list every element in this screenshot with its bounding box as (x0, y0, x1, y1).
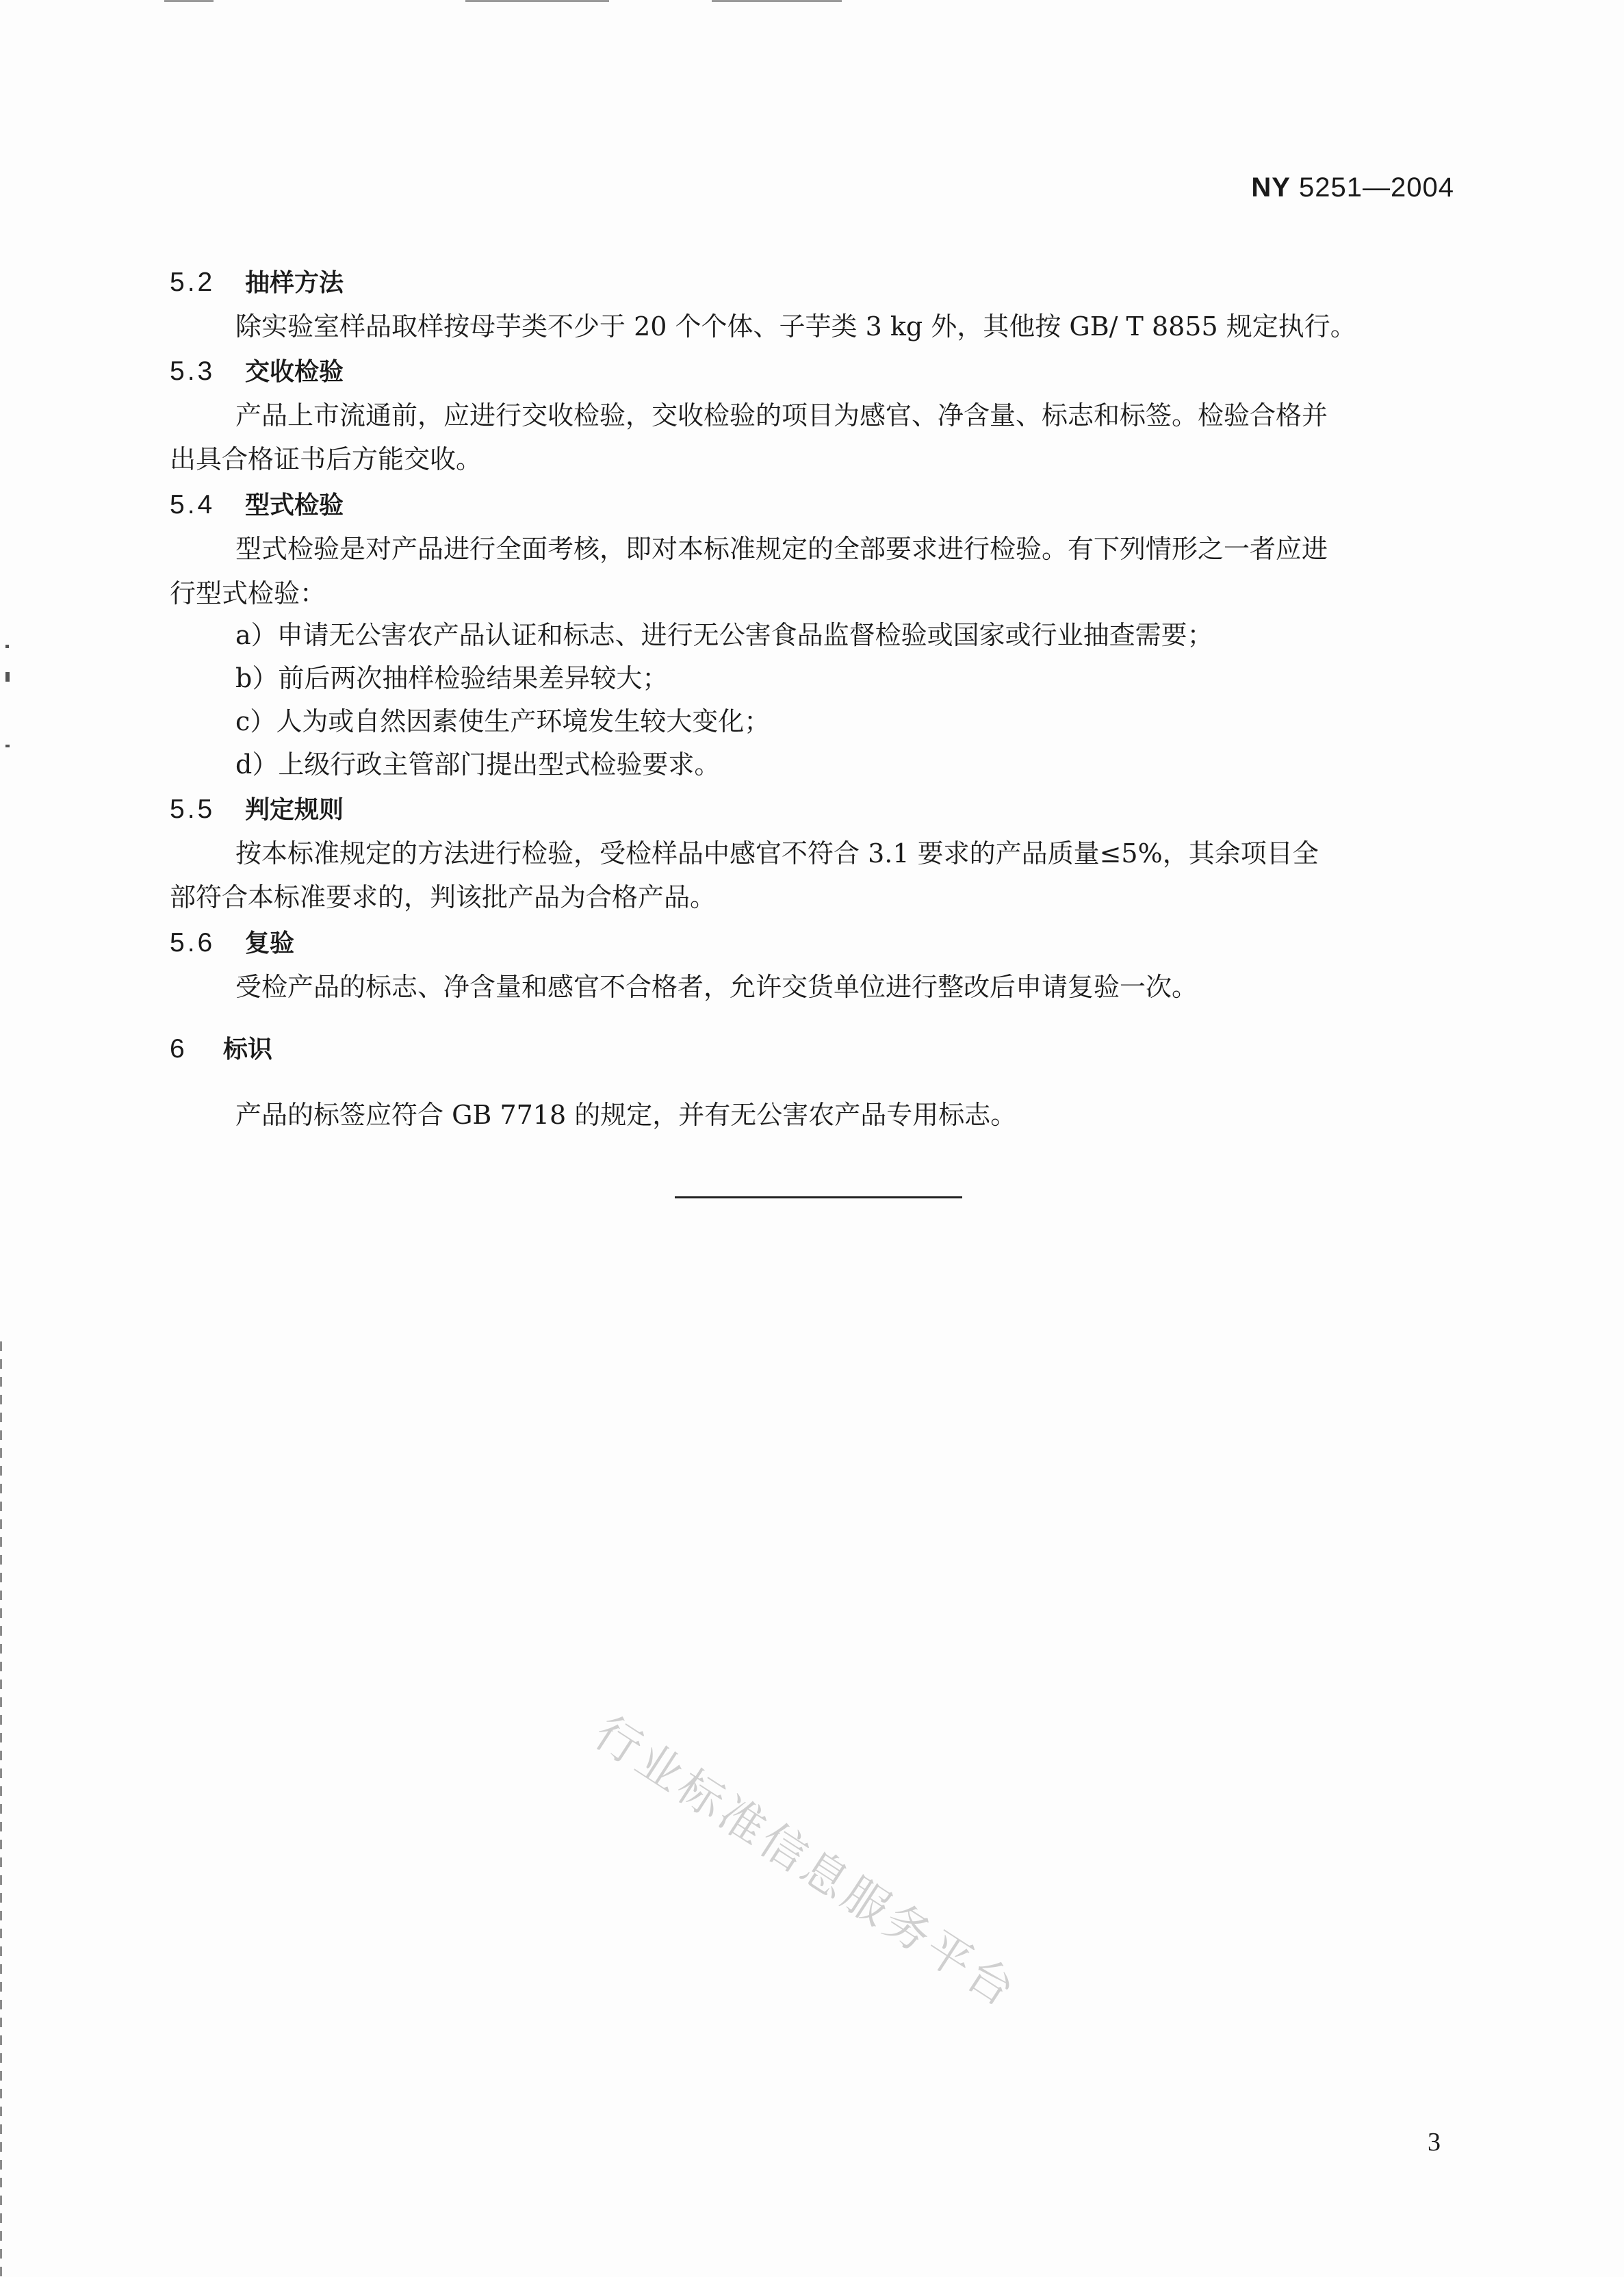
paragraph-line: 出具合格证书后方能交收。 (170, 444, 482, 474)
scan-artifact (465, 0, 609, 2)
document-code (1251, 172, 1454, 203)
margin-mark (5, 745, 10, 747)
section-heading-5-3 (170, 352, 344, 387)
document-code-prefix: NY (1251, 172, 1291, 203)
document-code-number: 5251—2004 (1299, 172, 1454, 203)
section-heading-5-4 (170, 486, 344, 521)
paragraph-line: 行型式检验： (170, 578, 326, 608)
list-item: a）申请无公害农产品认证和标志、进行无公害食品监督检验或国家或行业抽查需要； (235, 620, 1213, 650)
section-heading-5-6 (170, 924, 294, 959)
section-heading-5-5 (170, 790, 344, 825)
paragraph-line: 产品的标签应符合 GB 7718 的规定，并有无公害农产品专用标志。 (235, 1100, 1017, 1130)
section-title: 标识 (223, 1035, 273, 1064)
paragraph-line: 按本标准规定的方法进行检验，受检样品中感官不符合 3.1 要求的产品质量≤5%，其余项目全 (235, 838, 1319, 869)
section-number: 5.3 (170, 357, 216, 386)
paragraph-line: 除实验室样品取样按母芋类不少于 20 个个体、子芋类 3 kg 外，其他按 GB/ T 8855 规定执行。 (235, 311, 1356, 342)
list-item: d）上级行政主管部门提出型式检验要求。 (235, 749, 721, 780)
paragraph-line: 受检产品的标志、净含量和感官不合格者，允许交货单位进行整改后申请复验一次。 (235, 972, 1198, 1002)
binding-edge (0, 1341, 2, 2277)
list-item: b）前后两次抽样检验结果差异较大； (235, 663, 669, 693)
paragraph-line: 产品上市流通前，应进行交收检验，交收检验的项目为感官、净含量、标志和标签。检验合格并 (235, 400, 1328, 430)
section-heading-6 (170, 1030, 272, 1065)
section-title: 判定规则 (245, 796, 344, 824)
section-title: 复验 (245, 929, 295, 957)
section-title: 交收检验 (245, 358, 344, 386)
section-number: 5.4 (170, 490, 216, 519)
section-title: 抽样方法 (245, 269, 344, 297)
margin-mark (5, 645, 9, 648)
section-number: 5.2 (170, 268, 216, 297)
section-number: 6 (170, 1034, 188, 1064)
paragraph-line: 型式检验是对产品进行全面考核，即对本标准规定的全部要求进行检验。有下列情形之一者应进 (235, 534, 1328, 564)
margin-mark (5, 672, 10, 682)
list-item: c）人为或自然因素使生产环境发生较大变化； (235, 706, 771, 736)
end-of-document-rule (675, 1196, 962, 1198)
watermark: 行业标准信息服务平台 (584, 1706, 1027, 2019)
paragraph-line: 部符合本标准要求的，判该批产品为合格产品。 (170, 882, 717, 912)
section-title: 型式检验 (245, 491, 344, 519)
page-number: 3 (1428, 2128, 1441, 2157)
section-number: 5.5 (170, 795, 216, 824)
scan-artifact (712, 0, 842, 2)
section-number: 5.6 (170, 928, 216, 957)
section-heading-5-2 (170, 263, 344, 298)
scan-artifact (164, 0, 214, 2)
